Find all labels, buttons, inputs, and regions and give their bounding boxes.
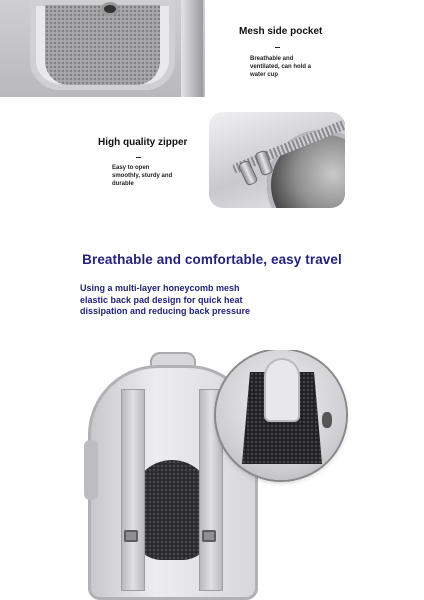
- strap-buckle: [124, 530, 138, 542]
- pad-arch: [266, 360, 298, 420]
- mesh-pocket-photo: [0, 0, 205, 97]
- zipper-dash: [136, 157, 141, 158]
- subtext: Using a multi-layer honeycomb mesh elastic back pad design for quick heat dissipation and reducing back pressure: [80, 283, 251, 316]
- headline: Breathable and comfortable, easy travel: [82, 252, 342, 267]
- vent-hole: [104, 5, 116, 13]
- bag-edge: [181, 0, 203, 97]
- zipper-desc: Easy to open smoothly, sturdy and durable: [112, 165, 173, 187]
- strap-ring: [322, 412, 332, 428]
- mesh-pocket-desc: Breathable and ventilated, can hold a water cup: [250, 56, 312, 78]
- mesh-texture: [45, 5, 160, 85]
- strap-buckle: [202, 530, 216, 542]
- side-pocket: [84, 440, 98, 500]
- backpack-back-photo: [84, 350, 354, 600]
- mesh-pocket-dash: [275, 47, 280, 48]
- zipper-photo: [209, 112, 345, 208]
- shoulder-strap-left: [122, 390, 144, 590]
- back-pad-zoom: [216, 350, 346, 480]
- zipper-title: High quality zipper: [98, 137, 188, 148]
- mesh-pocket-title: Mesh side pocket: [239, 26, 323, 37]
